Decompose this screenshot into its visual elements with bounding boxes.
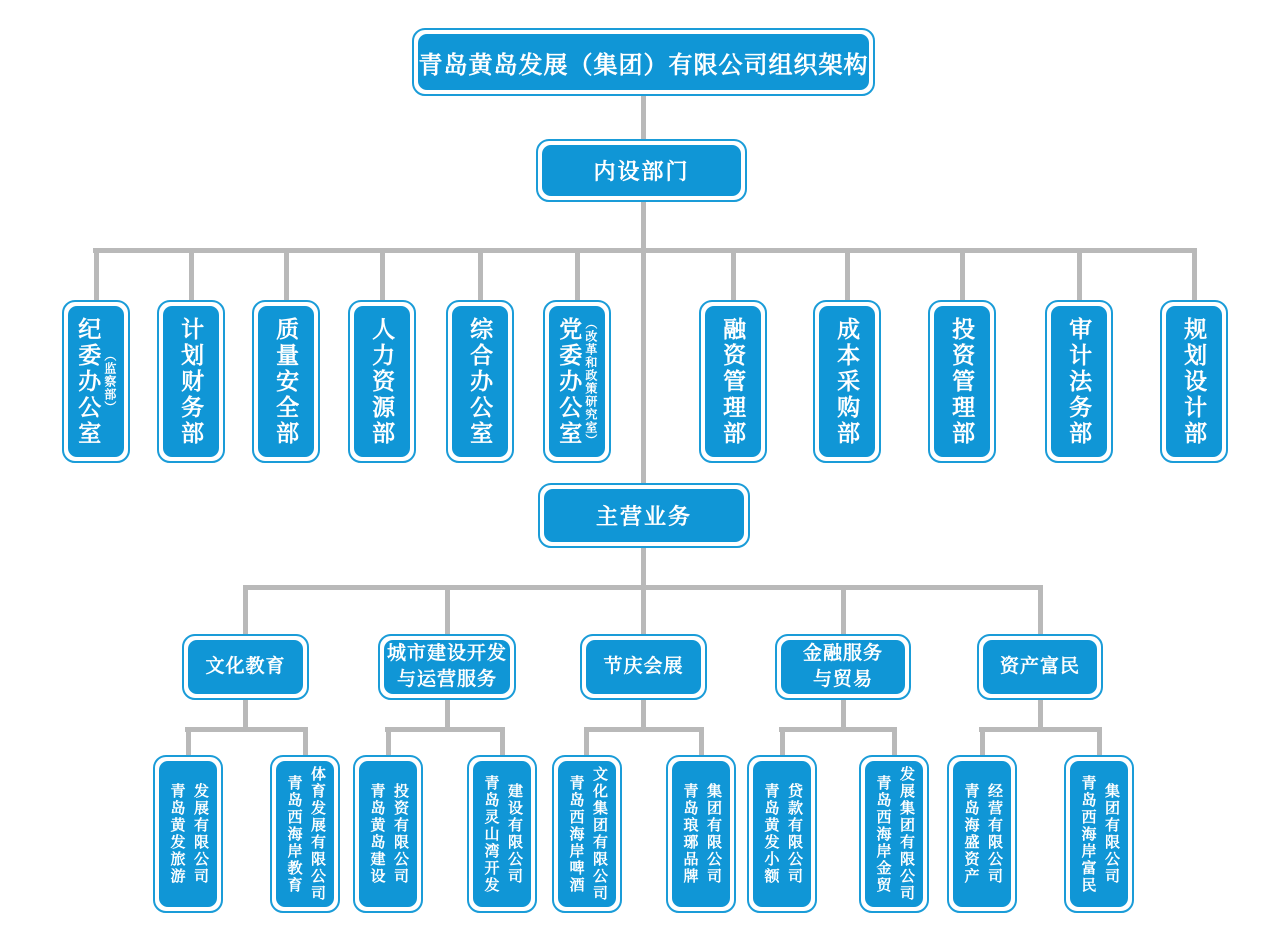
department-node-audit-legal — [1045, 300, 1113, 463]
category-node-urban-construction — [378, 634, 516, 700]
department-label: 成本采购部 — [834, 316, 861, 447]
company-name-col1: 青岛西海岸金贸 — [874, 774, 892, 894]
department-note: （监察部） — [102, 349, 117, 414]
company-node-langya-brand-group — [666, 755, 736, 913]
company-name-col1: 青岛西海岸啤酒 — [567, 774, 585, 894]
connector-line — [1038, 585, 1043, 634]
connector-line — [185, 727, 308, 732]
main-business-node — [538, 483, 750, 548]
department-node-cost-procurement — [813, 300, 881, 463]
connector-line — [386, 727, 391, 755]
company-name-col1: 青岛西海岸富民 — [1079, 774, 1097, 894]
connector-line — [1038, 700, 1043, 730]
department-label: 计划财务部 — [178, 316, 205, 447]
connector-line — [584, 727, 704, 732]
department-label: 质量安全部 — [273, 316, 300, 447]
department-node-investment-management — [928, 300, 996, 463]
connector-line — [780, 727, 785, 755]
connector-line — [1077, 248, 1082, 300]
company-node-west-coast-fumin-group — [1064, 755, 1134, 913]
category-label: 金融服务 — [802, 643, 883, 665]
connector-line — [841, 700, 846, 730]
department-node-human-resources — [348, 300, 416, 463]
company-node-west-coast-education-sports — [270, 755, 340, 913]
company-node-lingshanwan-development — [467, 755, 537, 913]
company-node-huangfa-tourism — [153, 755, 223, 913]
company-node-west-coast-jinmao-group — [859, 755, 929, 913]
department-node-jiwei-office — [62, 300, 130, 463]
department-node-financing-management — [699, 300, 767, 463]
connector-line — [243, 700, 248, 730]
connector-line — [500, 727, 505, 755]
connector-line — [845, 248, 850, 300]
category-label: 资产富民 — [999, 656, 1080, 678]
company-name-col2: 发展有限公司 — [192, 783, 209, 885]
company-name-col1: 青岛黄发旅游 — [168, 783, 186, 885]
connector-line — [980, 727, 985, 755]
org-title-node — [412, 28, 875, 96]
connector-line — [94, 248, 99, 300]
category-node-finance-trade — [775, 634, 911, 700]
company-name-col1: 青岛琅琊品牌 — [681, 783, 699, 885]
connector-line — [960, 248, 965, 300]
connector-line — [841, 585, 846, 634]
connector-line — [731, 248, 736, 300]
company-name-col2: 集团有限公司 — [705, 783, 722, 885]
category-label: 文化教育 — [205, 656, 286, 678]
connector-line — [641, 548, 646, 588]
company-node-west-coast-beer-culture — [552, 755, 622, 913]
company-name-col2: 发展集团有限公司 — [898, 766, 915, 902]
connector-line — [1192, 248, 1197, 300]
connector-line — [641, 585, 646, 634]
department-label: 规划设计部 — [1181, 316, 1208, 447]
company-name-col2: 体育发展有限公司 — [309, 766, 326, 902]
department-label: 投资管理部 — [949, 316, 976, 447]
category-node-asset-enrichment — [977, 634, 1103, 700]
company-name-col2: 集团有限公司 — [1103, 783, 1120, 885]
connector-line — [243, 585, 248, 634]
main-business-label: 主营业务 — [595, 504, 692, 529]
connector-line — [445, 700, 450, 730]
company-name-col1: 青岛海盛资产 — [962, 783, 980, 885]
company-node-haisheng-asset — [947, 755, 1017, 913]
department-node-quality-safety — [252, 300, 320, 463]
department-label: 综合办公室 — [467, 316, 494, 447]
company-name-col2: 建设有限公司 — [506, 783, 523, 885]
company-name-col1: 青岛黄发小额 — [762, 783, 780, 885]
category-label: 节庆会展 — [603, 656, 684, 678]
department-node-planning-design — [1160, 300, 1228, 463]
company-name-col1: 青岛黄岛建设 — [368, 783, 386, 885]
connector-line — [641, 96, 646, 140]
department-label: 审计法务部 — [1066, 316, 1093, 447]
connector-line — [779, 727, 897, 732]
department-label: 纪委办公室 — [75, 316, 102, 447]
category-label: 城市建设开发 — [386, 643, 507, 665]
connector-line — [380, 248, 385, 300]
connector-line — [584, 727, 589, 755]
department-label: 人力资源部 — [369, 316, 396, 447]
connector-line — [575, 248, 580, 300]
org-title-text: 青岛黄岛发展（集团）有限公司组织架构 — [418, 51, 869, 79]
department-node-party-office — [543, 300, 611, 463]
connector-line — [303, 727, 308, 755]
company-node-huangfa-microloan — [747, 755, 817, 913]
company-name-col1: 青岛灵山湾开发 — [482, 774, 500, 894]
company-node-huangdao-construction-investment — [353, 755, 423, 913]
company-name-col2: 文化集团有限公司 — [591, 766, 608, 902]
connector-line — [892, 727, 897, 755]
category-label-line2: 与运营服务 — [396, 669, 497, 690]
company-name-col2: 贷款有限公司 — [786, 783, 803, 885]
department-label: 党委办公室 — [556, 316, 583, 447]
company-name-col2: 经营有限公司 — [986, 783, 1003, 885]
connector-line — [1097, 727, 1102, 755]
connector-line — [641, 202, 646, 485]
connector-line — [478, 248, 483, 300]
connector-line — [979, 727, 1102, 732]
connector-line — [699, 727, 704, 755]
department-node-planning-finance — [157, 300, 225, 463]
category-node-festival-exhibition — [580, 634, 707, 700]
connector-line — [641, 700, 646, 730]
department-node-general-office — [446, 300, 514, 463]
connector-line — [186, 727, 191, 755]
department-note: （改革和政策研究室） — [583, 316, 598, 447]
category-label-line2: 与贸易 — [812, 669, 873, 690]
connector-line — [189, 248, 194, 300]
connector-line — [284, 248, 289, 300]
connector-line — [385, 727, 505, 732]
connector-line — [93, 248, 1197, 253]
company-name-col1: 青岛西海岸教育 — [285, 774, 303, 894]
connector-line — [445, 585, 450, 634]
internal-departments-label: 内设部门 — [593, 159, 690, 184]
department-label: 融资管理部 — [720, 316, 747, 447]
internal-departments-node — [536, 139, 747, 202]
category-node-culture-education — [182, 634, 309, 700]
company-name-col2: 投资有限公司 — [392, 783, 409, 885]
